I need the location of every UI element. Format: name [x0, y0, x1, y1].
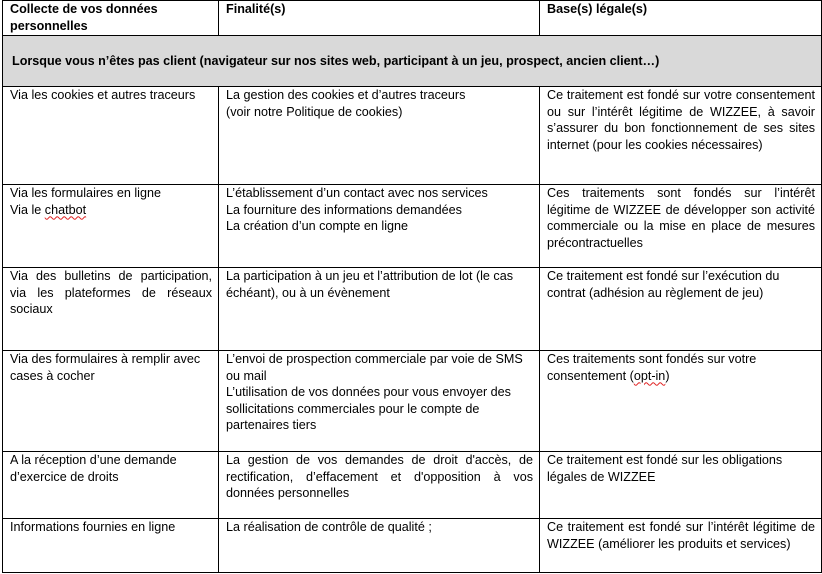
cell-text: La fourniture des informations demandées [226, 202, 462, 217]
cell-text: Via les formulaires en ligne [10, 186, 161, 200]
table-row [3, 452, 822, 519]
table-header-row [3, 1, 822, 36]
table-row [3, 268, 822, 351]
cell-base-legale: Ce traitement est fondé sur les obligations légales de WIZZEE [540, 452, 822, 519]
cell-text: Via le chatbot [10, 202, 87, 217]
cell-collecte [3, 185, 219, 268]
cell-text: L’utilisation de vos données pour vous envoyer des sollicitations commerciales pour le compte de partenaires tiers [226, 385, 511, 433]
cell-base-legale: Ce traitement est fondé sur l’exécution du contrat (adhésion au règlement de jeu) [540, 268, 822, 351]
cell-collecte: Via des bulletins de participation, via les plateformes de réseaux sociaux [3, 268, 219, 351]
table-row [3, 519, 822, 573]
table-row [3, 185, 822, 268]
cell-finalite: La réalisation de contrôle de qualité ; [219, 519, 540, 573]
header-collecte: Collecte de vos données personnelles [3, 1, 219, 36]
cell-base-legale: Ces traitements sont fondés sur l’intérêt légitime de WIZZEE de développer son activité commerciale ou la mise en place de mesures précontractuelles [540, 185, 822, 268]
cell-text: Via les cookies et autres traceurs [10, 88, 196, 102]
cell-text: (voir notre Politique de cookies) [226, 104, 403, 119]
cell-collecte [3, 87, 219, 185]
section-row [3, 36, 822, 87]
cell-base-legale: Ces traitements sont fondés sur votre consentement (opt-in) [540, 351, 822, 452]
cell-base-legale: Ce traitement est fondé sur votre consentement ou sur l’intérêt légitime de WIZZEE, à savoir s’assurer du bon fonctionnement de ses sites internet (pour les cookies nécessaires) [540, 87, 822, 185]
cell-collecte: Via des formulaires à remplir avec cases à cocher [3, 351, 219, 452]
cell-finalite [219, 351, 540, 452]
cell-collecte: A la réception d’une demande d’exercice de droits [3, 452, 219, 519]
spellcheck-underlined-word: chatbot [44, 202, 87, 217]
cell-text: L’envoi de prospection commerciale par voie de SMS ou mail [226, 352, 523, 383]
cell-text: La gestion des cookies et d’autres traceurs [226, 88, 466, 102]
cell-finalite: La gestion de vos demandes de droit d'accès, de rectification, d’effacement et d'opposition à vos données personnelles [219, 452, 540, 519]
table-row [3, 87, 822, 185]
cell-text: La création d’un compte en ligne [226, 219, 409, 234]
cell-finalite [219, 185, 540, 268]
table-row [3, 351, 822, 452]
spellcheck-underlined-word: opt-in [633, 368, 666, 383]
cell-text: L’établissement d’un contact avec nos services [226, 186, 488, 200]
data-processing-table [2, 0, 822, 573]
cell-finalite [219, 87, 540, 185]
cell-finalite: La participation à un jeu et l’attribution de lot (le cas échéant), ou à un évènement [219, 268, 540, 351]
cell-base-legale: Ce traitement est fondé sur l’intérêt légitime de WIZZEE (améliorer les produits et services) [540, 519, 822, 573]
header-bases-legales: Base(s) légale(s) [540, 1, 822, 36]
section-title: Lorsque vous n’êtes pas client (navigateur sur nos sites web, participant à un jeu, prospect, ancien client…) [3, 36, 822, 87]
cell-collecte: Informations fournies en ligne [3, 519, 219, 573]
header-finalites: Finalité(s) [219, 1, 540, 36]
